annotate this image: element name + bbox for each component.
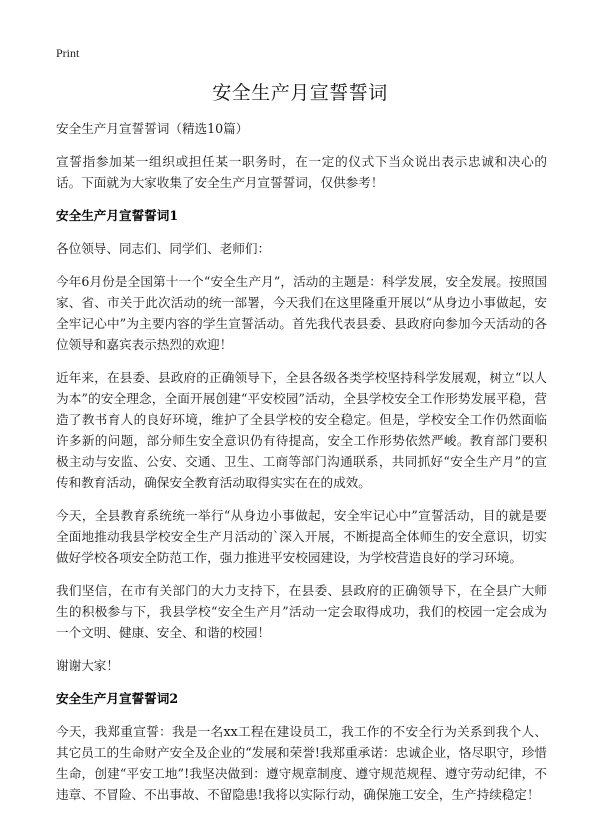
page-title: 安全生产月宣誓誓词 <box>212 82 388 104</box>
paragraph: 今天，全县教育系统统一举行“从身边小事做起，安全牢记心中”宣誓活动，目的就是要全面地推动我县学校安全生产月活动的`深入开展，不断提高全体师生的安全意识，切实做好学校各项安全防范工作，强力推进平安校园建设，为学校营造良好的学习环境。 <box>56 508 547 565</box>
greeting-paragraph: 各位领导、同志们、同学们、老师们： <box>56 241 271 256</box>
print-link[interactable]: Print <box>56 46 80 60</box>
paragraph: 今年6月份是全国第十一个“安全生产月”，活动的主题是：科学发展，安全发展。按照国家、省、市关于此次活动的统一部署，今天我们在这里隆重开展以“从身边小事做起，安全牢记心中”为主要内容的学生宣誓活动。首先我代表县委、县政府向参加今天活动的各位领导和嘉宾表示热烈的欢迎！ <box>56 274 547 352</box>
section-heading-2: 安全生产月宣誓誓词2 <box>56 691 179 706</box>
paragraph: 今天，我郑重宣誓：我是一名xx工程在建设员工，我工作的不安全行为关系到我个人、其它员工的生命财产安全及企业的“发展和荣誉!我郑重承诺：忠诚企业，恪尽职守，珍惜生命，创建“平安工地”!我坚决做到：遵守规章制度、遵守规范规程、遵守劳动纪律，不违章、不冒险、不出事故、不留隐患!我将以实际行动，确保施工安全，生产持续稳定！ <box>56 724 547 802</box>
document-body <box>56 118 547 817</box>
paragraph: 我们坚信，在市有关部门的大力支持下，在县委、县政府的正确领导下，在全县广大师生的积极参与下，我县学校“安全生产月”活动一定会取得成功，我们的校园一定会成为一个文明、健康、安全、和谐的校园！ <box>56 583 547 640</box>
intro-paragraph: 宣誓指参加某一组织或担任某一职务时，在一定的仪式下当众说出表示忠诚和决心的话。下面就为大家收集了安全生产月宣誓誓词，仅供参考！ <box>56 154 547 190</box>
closing-paragraph: 谢谢大家！ <box>56 658 119 673</box>
paragraph: 近年来，在县委、县政府的正确领导下，全县各级各类学校坚持科学发展观，树立“以人为本”的安全理念，全面开展创建“平安校园”活动，全县学校安全工作形势发展平稳，营造了教书育人的良好环境，维护了全县学校的安全稳定。但是，学校安全工作仍然面临许多新的问题，部分师生安全意识仍有待提高，安全工作形势依然严峻。教育部门要积极主动与安监、公安、交通、卫生、工商等部门沟通联系，共同抓好“安全生产月”的宣传和教育活动，确保安全教育活动取得实实在在的成效。 <box>56 370 547 490</box>
section-heading-1: 安全生产月宣誓誓词1 <box>56 208 179 223</box>
document-subtitle: 安全生产月宣誓誓词（精选10篇） <box>56 121 249 136</box>
